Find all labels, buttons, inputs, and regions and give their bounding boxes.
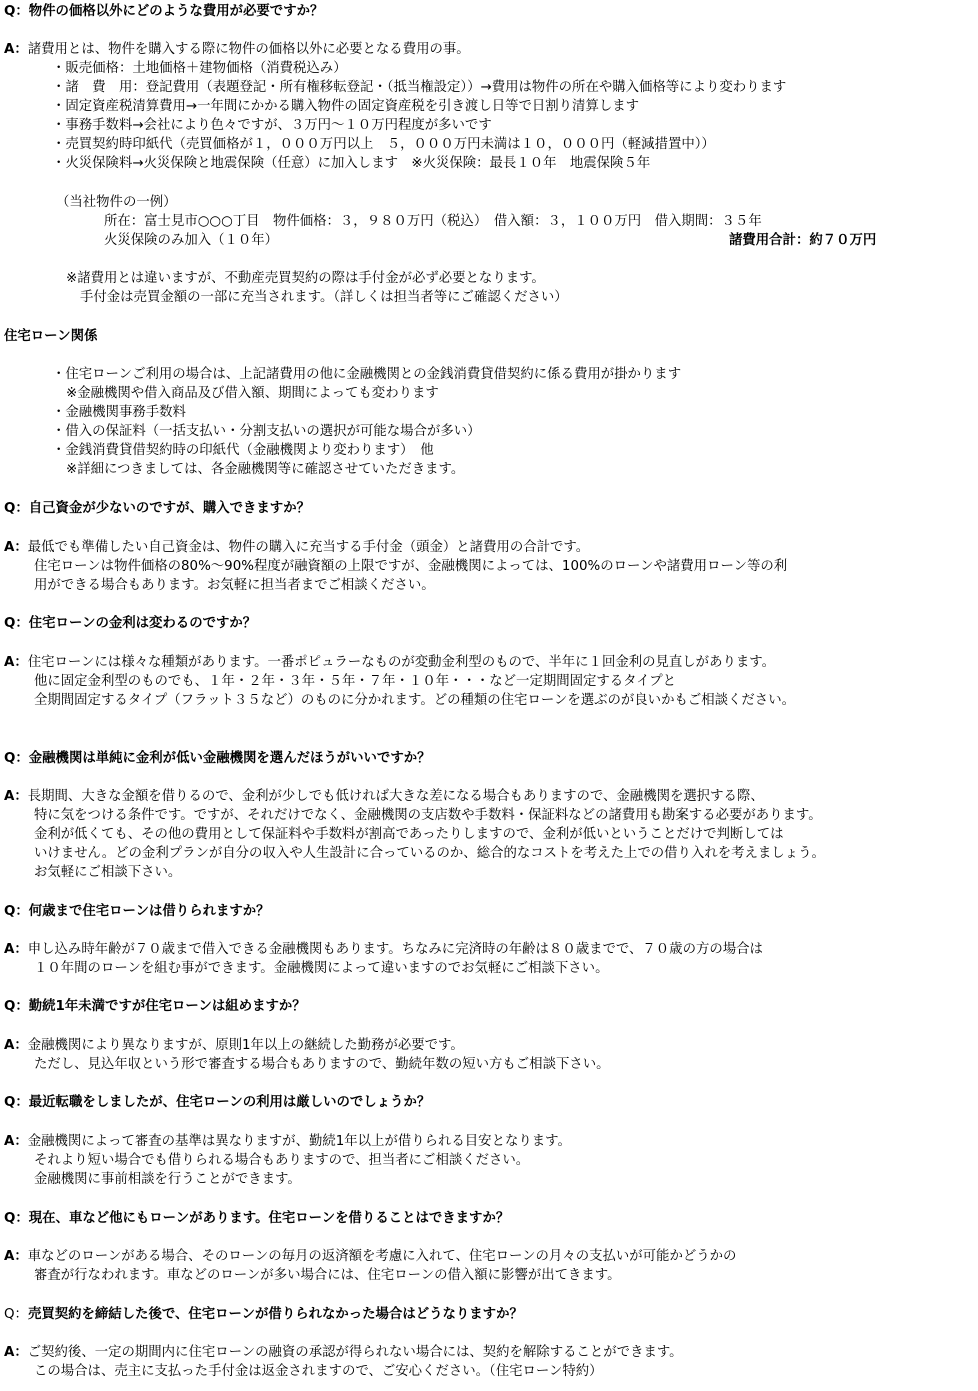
- faq3-answer-line: 他に固定金利型のものでも、１年・２年・３年・５年・７年・１０年・・・など一定期間固定するタイプと: [34, 674, 677, 689]
- faq4-question: Q：金融機関は単純に金利が低い金融機関を選んだほうがいいですか？: [4, 751, 431, 766]
- faq4-answer: A：長期間、大きな金額を借りるので、金利が少しでも低ければ大きな差になる場合もありますので、金融機関を選択する際、: [4, 789, 764, 804]
- faq1-example-line1: 所在：富士見市○○○丁目 物件価格：３，９８０万円（税込） 借入額：３，１００万円 借入期間：３５年: [104, 214, 762, 229]
- faq4-answer-line: お気軽にご相談下さい。: [34, 865, 182, 880]
- faq1-item: ・売買契約時印紙代（売買価格が１，０００万円以上 ５，０００万円未満は１０，０００円（軽減措置中））: [52, 137, 715, 152]
- faq2-answer: A：最低でも準備したい自己資金は、物件の購入に充当する手付金（頭金）と諸費用の合計です。: [4, 540, 590, 555]
- loan-section-line: ・借入の保証料（一括支払い・分割支払いの選択が可能な場合が多い）: [52, 424, 481, 439]
- faq3-answer: A：住宅ローンには様々な種類があります。一番ポピュラーなものが変動金利型のもので、半年に１回金利の見直しがあります。: [4, 655, 775, 670]
- faq8-answer: A：車などのローンがある場合、そのローンの毎月の返済額を考慮に入れて、住宅ローンの月々の支払いが可能かどうかの: [4, 1249, 737, 1264]
- faq7-answer: A：金融機関によって審査の基準は異なりますが、勤続1年以上が借りられる目安となります。: [4, 1134, 571, 1149]
- faq1-item: ・諸 費 用：登記費用（表題登記・所有権移転登記・（抵当権設定））→費用は物件の所在や購入価格等により変わります: [52, 80, 787, 95]
- faq9-answer-line: この場合は、売主に支払った手付金は返金されますので、ご安心ください。（住宅ローン特約）: [34, 1364, 603, 1379]
- faq3-question: Q：住宅ローンの金利は変わるのですか？: [4, 616, 257, 631]
- faq5-answer: A：申し込み時年齢が７０歳まで借入できる金融機関もあります。ちなみに完済時の年齢は８０歳までで、７０歳の方の場合は: [4, 942, 763, 957]
- faq7-answer-line: 金融機関に事前相談を行うことができます。: [34, 1172, 301, 1187]
- faq1-item: ・火災保険料→火災保険と地震保険（任意）に加入します ※火災保険：最長１０年 地震保険５年: [52, 156, 651, 171]
- faq1-item: ・販売価格：土地価格＋建物価格（消費税込み）: [52, 61, 347, 76]
- faq1-question: Q：物件の価格以外にどのような費用が必要ですか？: [4, 4, 324, 19]
- faq4-answer-line: いけません。どの金利プランが自分の収入や人生設計に合っているのか、総合的なコストを考えた上での借り入れを考えましょう。: [34, 846, 825, 861]
- faq9-question: Q：売買契約を締結した後で、住宅ローンが借りられなかった場合はどうなりますか？: [4, 1307, 523, 1322]
- faq6-answer-line: ただし、見込年収という形で審査する場合もありますので、勤続年数の短い方もご相談下さい。: [34, 1057, 610, 1072]
- faq5-question: Q：何歳まで住宅ローンは借りられますか？: [4, 904, 270, 919]
- faq8-question: Q：現在、車など他にもローンがあります。住宅ローンを借りることはできますか？: [4, 1211, 510, 1226]
- faq2-answer-line: 用ができる場合もあります。お気軽に担当者までご相談ください。: [34, 578, 435, 593]
- faq5-answer-line: １０年間のローンを組む事ができます。金融機関によって違いますのでお気軽にご相談下さい。: [34, 961, 609, 976]
- faq7-answer-line: それより短い場合でも借りられる場合もありますので、担当者にご相談ください。: [34, 1153, 530, 1168]
- faq1-example-line2: 火災保険のみ加入（１０年）: [104, 233, 279, 248]
- loan-section-line: ※金融機関や借入商品及び借入額、期間によっても変わります: [66, 386, 439, 401]
- faq4-answer-line: 特に気をつける条件です。ですが、それだけでなく、金融機関の支店数や手数料・保証料などの諸費用も勘案する必要があります。: [34, 808, 822, 823]
- faq1-note: ※諸費用とは違いますが、不動産売買契約の際は手付金が必ず必要となります。: [66, 271, 545, 286]
- faq1-item: ・事務手数料→会社により色々ですが、３万円～１０万円程度が多いです: [52, 118, 492, 133]
- faq2-question: Q：自己資金が少ないのですが、購入できますか？: [4, 501, 310, 516]
- faq1-answer: A：諸費用とは、物件を購入する際に物件の価格以外に必要となる費用の事。: [4, 42, 470, 57]
- loan-section-line: ・金銭消費貸借契約時の印紙代（金融機関より変わります） 他: [52, 443, 434, 458]
- loan-section-line: ・金融機関事務手数料: [52, 405, 186, 420]
- loan-section-line: ・住宅ローンご利用の場合は、上記諸費用の他に金融機関との金銭消費貸借契約に係る費用が掛かります: [52, 367, 682, 382]
- loan-section-line: ※詳細につきましては、各金融機関等に確認させていただきます。: [66, 462, 465, 477]
- faq9-answer: A：ご契約後、一定の期間内に住宅ローンの融資の承認が得られない場合には、契約を解除することができます。: [4, 1345, 683, 1360]
- faq3-answer-line: 全期間固定するタイプ（フラット３５など）のものに分かれます。どの種類の住宅ローンを選ぶのが良いかもご相談ください。: [34, 693, 795, 708]
- faq6-answer: A：金融機関により異なりますが、原則1年以上の継続した勤務が必要です。: [4, 1038, 464, 1053]
- faq1-example-total: 諸費用合計：約７０万円: [729, 233, 877, 248]
- faq8-answer-line: 審査が行なわれます。車などのローンが多い場合には、住宅ローンの借入額に影響が出てきます。: [34, 1268, 621, 1283]
- faq1-item: ・固定資産税清算費用→一年間にかかる購入物件の固定資産税を引き渡し日等で日割り清算します: [52, 99, 640, 114]
- loan-section-heading: 住宅ローン関係: [4, 329, 98, 344]
- faq1-example-title: （当社物件の一例）: [56, 195, 177, 210]
- faq7-question: Q：最近転職をしましたが、住宅ローンの利用は厳しいのでしょうか？: [4, 1095, 431, 1110]
- faq6-question: Q：勤続1年未満ですが住宅ローンは組めますか？: [4, 999, 306, 1014]
- faq4-answer-line: 金利が低くても、その他の費用として保証料や手数料が割高であったりしますので、金利が低いということだけで判断しては: [34, 827, 784, 842]
- faq2-answer-line: 住宅ローンは物件価格の80%～90%程度が融資額の上限ですが、金融機関によっては、100%のローンや諸費用ローン等の利: [34, 559, 788, 574]
- faq1-note: 手付金は売買金額の一部に充当されます。（詳しくは担当者等にご確認ください）: [80, 290, 568, 305]
